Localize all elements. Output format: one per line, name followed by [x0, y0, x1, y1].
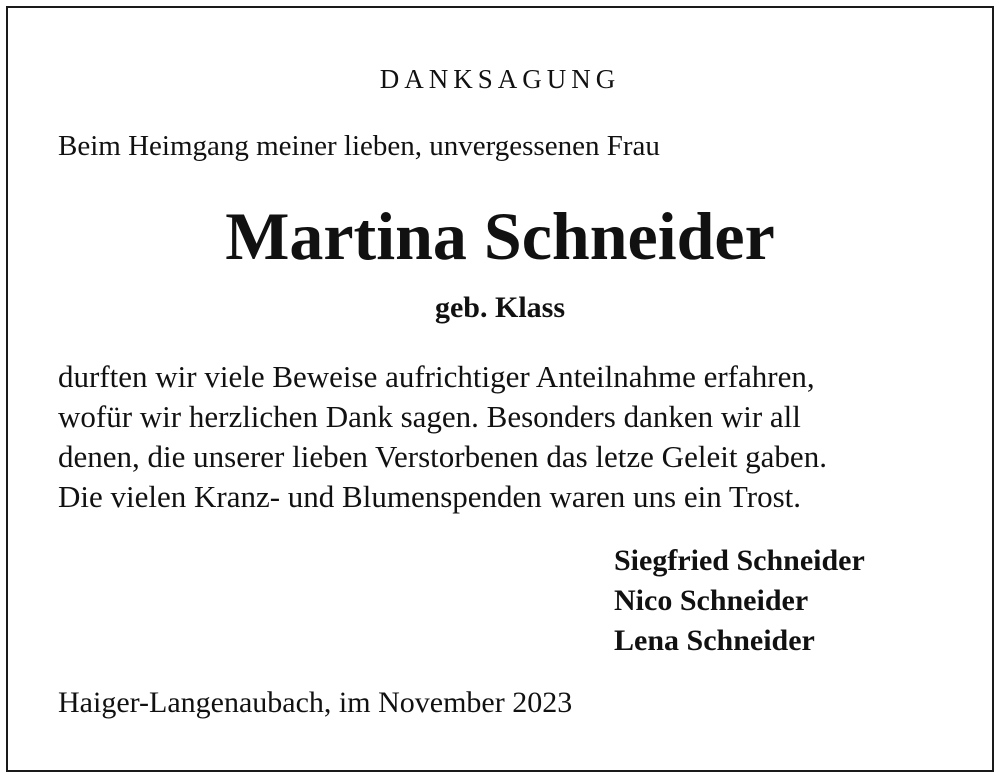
thanks-paragraph	[58, 357, 827, 517]
signatory-name: Siegfried Schneider	[614, 544, 865, 577]
signatory-name: Lena Schneider	[614, 624, 815, 657]
paragraph-line: Die vielen Kranz- und Blumenspenden waren uns ein Trost.	[58, 479, 802, 514]
paragraph-line: denen, die unserer lieben Verstorbenen das letze Geleit gaben.	[58, 439, 827, 474]
deceased-name: Martina Schneider	[225, 198, 775, 274]
paragraph-line: wofür wir herzlichen Dank sagen. Besonders danken wir all	[58, 399, 801, 434]
signatory-name: Nico Schneider	[614, 584, 809, 617]
notice-heading: DANKSAGUNG	[379, 64, 621, 94]
signatories-list	[614, 541, 865, 661]
paragraph-line: durften wir viele Beweise aufrichtiger Anteilnahme erfahren,	[58, 359, 815, 394]
maiden-name: geb. Klass	[434, 291, 566, 324]
obituary-notice	[6, 6, 994, 772]
intro-text: Beim Heimgang meiner lieben, unvergessenen Frau	[58, 130, 660, 162]
place-and-date: Haiger-Langenaubach, im November 2023	[58, 686, 573, 719]
